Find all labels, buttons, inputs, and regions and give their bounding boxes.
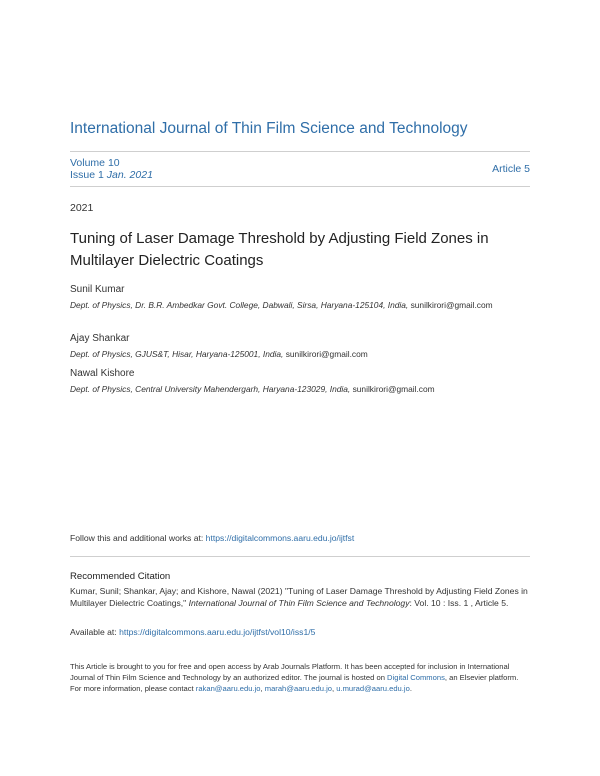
contact-email-link[interactable]: u.murad@aaru.edu.jo: [336, 684, 410, 693]
issue-date: Jan. 2021: [106, 169, 153, 181]
author-email: sunilkirori@gmail.com: [410, 300, 493, 310]
author-block: [70, 368, 540, 395]
author-name: Nawal Kishore: [70, 368, 135, 379]
citation-journal: International Journal of Thin Film Science and Technology: [188, 598, 410, 608]
author-block: [70, 333, 540, 360]
author-email: sunilkirori@gmail.com: [352, 384, 435, 394]
author-affiliation: Dept. of Physics, Dr. B.R. Ambedkar Govt. College, Dabwali, Sirsa, Haryana-125104, India, sunilkirori@gmail.com: [70, 300, 493, 310]
contact-email-link[interactable]: rakan@aaru.edu.jo: [195, 684, 261, 693]
collection-link[interactable]: https://digitalcommons.aaru.edu.jo/ijtfst: [205, 533, 355, 543]
author-block: [70, 284, 540, 311]
follow-line: [70, 533, 354, 543]
issue-number: Issue 1: [70, 169, 104, 181]
author-email: sunilkirori@gmail.com: [285, 349, 368, 359]
volume-link[interactable]: Volume 10: [70, 157, 120, 169]
article-number[interactable]: Article 5: [492, 163, 530, 175]
follow-label: Follow this and additional works at:: [70, 533, 204, 543]
divider-top: [70, 151, 530, 152]
author-affiliation: Dept. of Physics, GJUS&T, Hisar, Haryana-125001, India, sunilkirori@gmail.com: [70, 349, 368, 359]
digital-commons-link[interactable]: Digital Commons: [387, 673, 445, 682]
citation-text: Kumar, Sunil; Shankar, Ajay; and Kishore, Nawal (2021) "Tuning of Laser Damage Threshold by Adjusting Field Zones in Multilayer Dielectric Coatings," International Journal of Thin Film Science and Technology: Vol. 10 : Iss. 1 , Article 5.: [70, 586, 528, 608]
paper-title: Tuning of Laser Damage Threshold by Adjusting Field Zones in Multilayer Dielectric Coatings: [70, 230, 489, 269]
open-access-notice: This Article is brought to you for free and open access by Arab Journals Platform. It has been accepted for inclusion in International Journal of Thin Film Science and Technology by an authorized editor. The journal is hosted on Digital Commons, an Elsevier platform. For more information, please contact rakan@aaru.edu.jo, marah@aaru.edu.jo, u.murad@aaru.edu.jo.: [70, 662, 519, 693]
journal-title[interactable]: International Journal of Thin Film Science and Technology: [70, 120, 468, 137]
citation-heading: Recommended Citation: [70, 571, 171, 582]
divider-issue: [70, 186, 530, 187]
author-affiliation: Dept. of Physics, Central University Mahendergarh, Haryana-123029, India, sunilkirori@gmail.com: [70, 384, 435, 394]
author-name: Sunil Kumar: [70, 284, 125, 295]
author-name: Ajay Shankar: [70, 333, 130, 344]
divider-citation: [70, 556, 530, 557]
availability-line: [70, 627, 315, 637]
issue-info: [70, 157, 153, 181]
article-url-link[interactable]: https://digitalcommons.aaru.edu.jo/ijtfst/vol10/iss1/5: [119, 627, 316, 637]
publication-year: 2021: [70, 202, 94, 214]
issue-line[interactable]: [70, 169, 153, 181]
available-label: Available at:: [70, 627, 117, 637]
contact-email-link[interactable]: marah@aaru.edu.jo: [264, 684, 332, 693]
